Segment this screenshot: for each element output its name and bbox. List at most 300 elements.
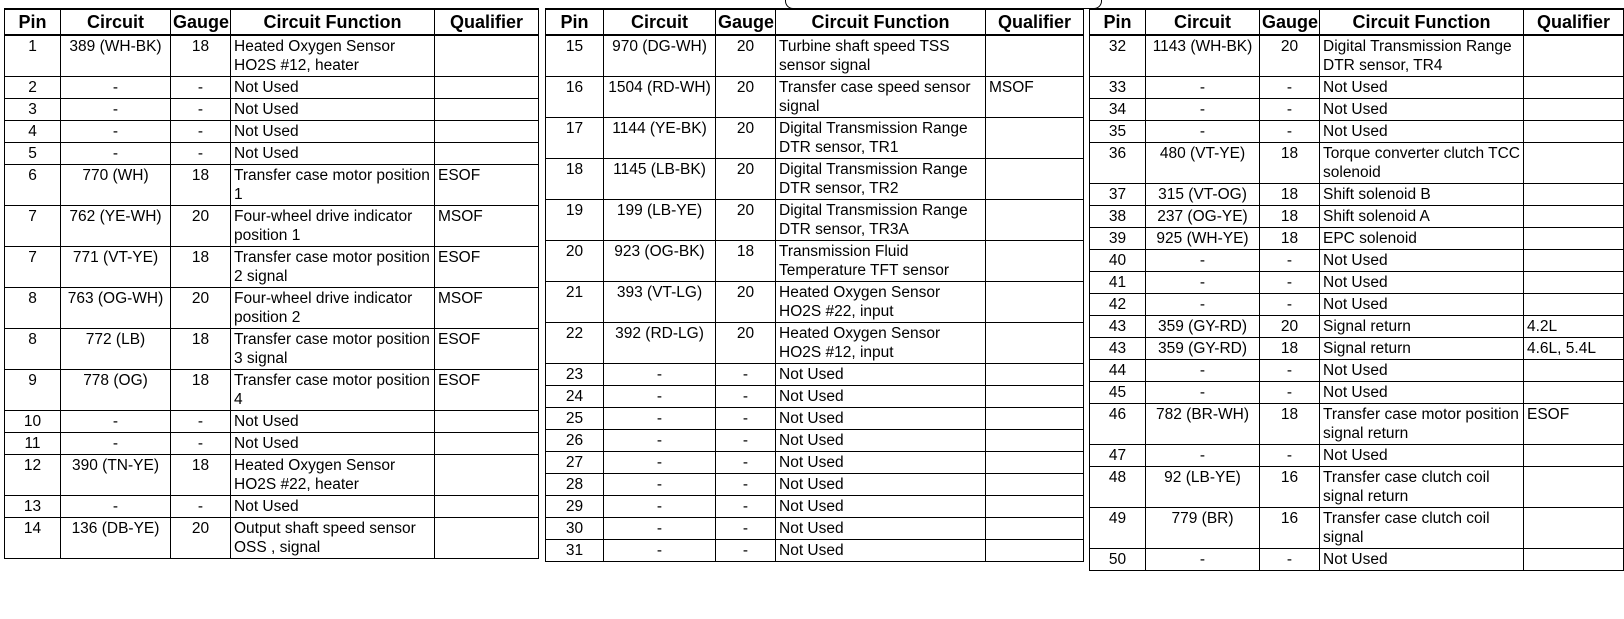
gauge-cell: 20 [716,159,776,200]
circuit-cell: 389 (WH-BK) [61,35,171,77]
table-row [1090,445,1624,467]
gauge-header: Gauge [1260,9,1320,35]
function-cell: Output shaft speed sensor OSS , signal [231,518,435,559]
table-row [1090,77,1624,99]
qualifier-cell [986,386,1084,408]
circuit-cell: - [1146,99,1260,121]
pin-cell: 32 [1090,35,1146,77]
pin-cell: 8 [5,329,61,370]
gauge-cell: 18 [716,241,776,282]
circuit-cell: - [604,452,716,474]
gauge-cell: 18 [1260,143,1320,184]
circuit-cell: - [604,430,716,452]
gauge-cell: - [716,540,776,562]
circuit-cell: 923 (OG-BK) [604,241,716,282]
circuit-cell: - [604,408,716,430]
function-cell: Not Used [231,143,435,165]
circuit-cell: - [61,77,171,99]
circuit-cell: - [61,143,171,165]
pin-cell: 3 [5,99,61,121]
function-cell: Transfer case motor position 1 [231,165,435,206]
gauge-cell: - [171,411,231,433]
function-cell: Not Used [231,433,435,455]
gauge-header: Gauge [716,9,776,35]
pin-cell: 50 [1090,549,1146,571]
gauge-cell: - [1260,272,1320,294]
function-cell: Not Used [1320,445,1524,467]
qualifier-cell [1524,77,1624,99]
function-cell: Not Used [231,99,435,121]
pin-cell: 43 [1090,338,1146,360]
qualifier-cell: MSOF [435,206,539,247]
qualifier-cell [1524,294,1624,316]
table-header-row [546,9,1084,35]
function-cell: Digital Transmission Range DTR sensor, TR4 [1320,35,1524,77]
circuit-cell: 770 (WH) [61,165,171,206]
qualifier-cell: ESOF [435,370,539,411]
gauge-cell: 20 [716,323,776,364]
circuit-cell: 925 (WH-YE) [1146,228,1260,250]
circuit-cell: 480 (VT-YE) [1146,143,1260,184]
circuit-cell: - [604,364,716,386]
table-row [1090,382,1624,404]
function-cell: Transfer case speed sensor signal [776,77,986,118]
function-cell: Transfer case clutch coil signal [1320,508,1524,549]
pin-cell: 33 [1090,77,1146,99]
qualifier-cell [435,433,539,455]
gauge-cell: 20 [716,118,776,159]
function-cell: Four-wheel drive indicator position 1 [231,206,435,247]
table-row [546,200,1084,241]
qualifier-cell [435,99,539,121]
function-cell: Not Used [1320,121,1524,143]
pin-cell: 14 [5,518,61,559]
pin-cell: 16 [546,77,604,118]
gauge-cell: 16 [1260,508,1320,549]
table-row [1090,338,1624,360]
function-cell: Not Used [231,77,435,99]
table-row [1090,143,1624,184]
function-cell: Not Used [231,496,435,518]
circuit-function-header: Circuit Function [1320,9,1524,35]
circuit-cell: 970 (DG-WH) [604,35,716,77]
pin-cell: 11 [5,433,61,455]
pin-cell: 5 [5,143,61,165]
circuit-cell: - [1146,360,1260,382]
pin-cell: 47 [1090,445,1146,467]
table-row [546,430,1084,452]
table-row [5,206,539,247]
qualifier-cell [1524,549,1624,571]
table-row [1090,316,1624,338]
circuit-cell: 778 (OG) [61,370,171,411]
table-row [5,288,539,329]
table-row [546,241,1084,282]
qualifier-cell: ESOF [435,165,539,206]
table-header-row [5,9,539,35]
table-row [546,386,1084,408]
qualifier-cell [435,121,539,143]
gauge-header: Gauge [171,9,231,35]
gauge-cell: - [716,518,776,540]
pin-cell: 26 [546,430,604,452]
circuit-function-header: Circuit Function [776,9,986,35]
gauge-cell: - [716,386,776,408]
circuit-header: Circuit [604,9,716,35]
qualifier-cell [435,411,539,433]
function-cell: Not Used [776,452,986,474]
gauge-cell: - [1260,250,1320,272]
gauge-cell: 20 [171,288,231,329]
circuit-cell: - [1146,445,1260,467]
gauge-cell: - [1260,549,1320,571]
qualifier-cell [986,35,1084,77]
table-row [5,99,539,121]
circuit-cell: 315 (VT-OG) [1146,184,1260,206]
function-cell: Not Used [1320,360,1524,382]
circuit-cell: - [1146,250,1260,272]
circuit-cell: - [604,474,716,496]
function-cell: Transmission Fluid Temperature TFT sensor [776,241,986,282]
table-row [1090,272,1624,294]
pin-cell: 36 [1090,143,1146,184]
gauge-cell: - [171,99,231,121]
function-cell: Torque converter clutch TCC solenoid [1320,143,1524,184]
table-row [1090,99,1624,121]
table-row [5,411,539,433]
function-cell: Transfer case motor position 4 [231,370,435,411]
circuit-cell: 771 (VT-YE) [61,247,171,288]
table-row [1090,206,1624,228]
pin-cell: 7 [5,247,61,288]
gauge-cell: 18 [1260,228,1320,250]
pin-cell: 35 [1090,121,1146,143]
gauge-cell: 20 [716,77,776,118]
pin-cell: 49 [1090,508,1146,549]
pin-cell: 15 [546,35,604,77]
table-row [1090,467,1624,508]
qualifier-cell: ESOF [1524,404,1624,445]
circuit-cell: 393 (VT-LG) [604,282,716,323]
table-row [5,329,539,370]
gauge-cell: 20 [716,282,776,323]
qualifier-cell [435,77,539,99]
qualifier-cell [986,518,1084,540]
table-row [5,370,539,411]
gauge-cell: - [1260,99,1320,121]
table-row [5,165,539,206]
pin-cell: 2 [5,77,61,99]
qualifier-cell [986,474,1084,496]
gauge-cell: 20 [171,206,231,247]
table-row [1090,294,1624,316]
qualifier-cell [1524,121,1624,143]
circuit-cell: 1504 (RD-WH) [604,77,716,118]
function-cell: Signal return [1320,338,1524,360]
qualifier-cell: 4.6L, 5.4L [1524,338,1624,360]
pin-cell: 43 [1090,316,1146,338]
function-cell: Not Used [1320,272,1524,294]
circuit-cell: 199 (LB-YE) [604,200,716,241]
gauge-cell: 20 [171,518,231,559]
gauge-cell: - [1260,445,1320,467]
table-row [546,474,1084,496]
pin-cell: 29 [546,496,604,518]
circuit-cell: - [1146,121,1260,143]
pin-cell: 42 [1090,294,1146,316]
circuit-cell: - [604,518,716,540]
function-cell: Not Used [231,411,435,433]
pin-cell: 44 [1090,360,1146,382]
qualifier-cell: ESOF [435,247,539,288]
circuit-cell: - [1146,77,1260,99]
gauge-cell: 18 [171,35,231,77]
gauge-cell: 18 [1260,338,1320,360]
function-cell: EPC solenoid [1320,228,1524,250]
gauge-cell: 18 [1260,206,1320,228]
table-row [1090,250,1624,272]
pin-cell: 27 [546,452,604,474]
function-cell: Not Used [776,496,986,518]
gauge-cell: - [716,496,776,518]
pin-cell: 18 [546,159,604,200]
qualifier-cell [986,200,1084,241]
table-row [546,408,1084,430]
pin-cell: 17 [546,118,604,159]
pin-cell: 37 [1090,184,1146,206]
gauge-cell: 18 [171,247,231,288]
circuit-cell: 779 (BR) [1146,508,1260,549]
pin-header: Pin [1090,9,1146,35]
pin-cell: 1 [5,35,61,77]
table-header-row [1090,9,1624,35]
pin-cell: 9 [5,370,61,411]
gauge-cell: - [716,408,776,430]
qualifier-cell [1524,250,1624,272]
function-cell: Not Used [1320,549,1524,571]
function-cell: Heated Oxygen Sensor HO2S #12, heater [231,35,435,77]
gauge-cell: 18 [171,455,231,496]
pin-cell: 45 [1090,382,1146,404]
qualifier-cell [986,323,1084,364]
table-row [546,323,1084,364]
table-row [1090,508,1624,549]
table-row [5,496,539,518]
pin-header: Pin [5,9,61,35]
circuit-cell: - [61,433,171,455]
function-cell: Shift solenoid A [1320,206,1524,228]
gauge-cell: 20 [1260,35,1320,77]
circuit-cell: 782 (BR-WH) [1146,404,1260,445]
table-row [1090,549,1624,571]
gauge-cell: 18 [171,165,231,206]
table-row [1090,360,1624,382]
table-row [546,77,1084,118]
table-row [546,452,1084,474]
pinout-table-2 [545,8,1084,562]
qualifier-cell [435,455,539,496]
circuit-header: Circuit [61,9,171,35]
function-cell: Heated Oxygen Sensor HO2S #22, input [776,282,986,323]
circuit-cell: 763 (OG-WH) [61,288,171,329]
qualifier-cell [435,143,539,165]
qualifier-cell: 4.2L [1524,316,1624,338]
pin-cell: 38 [1090,206,1146,228]
qualifier-cell [1524,143,1624,184]
pin-cell: 41 [1090,272,1146,294]
pinout-table-1 [4,8,539,559]
pin-header: Pin [546,9,604,35]
gauge-cell: 20 [1260,316,1320,338]
pin-cell: 19 [546,200,604,241]
function-cell: Signal return [1320,316,1524,338]
table-row [546,35,1084,77]
circuit-cell: 359 (GY-RD) [1146,316,1260,338]
circuit-header: Circuit [1146,9,1260,35]
gauge-cell: - [716,430,776,452]
qualifier-cell [1524,272,1624,294]
qualifier-cell [435,518,539,559]
gauge-cell: 18 [1260,184,1320,206]
qualifier-header: Qualifier [986,9,1084,35]
function-cell: Not Used [776,540,986,562]
qualifier-cell [1524,228,1624,250]
table-row [546,282,1084,323]
circuit-cell: 237 (OG-YE) [1146,206,1260,228]
table-row [5,247,539,288]
table-row [5,455,539,496]
qualifier-cell: MSOF [986,77,1084,118]
gauge-cell: - [1260,121,1320,143]
qualifier-cell [986,408,1084,430]
gauge-cell: 20 [716,35,776,77]
table-row [1090,121,1624,143]
circuit-cell: - [604,386,716,408]
function-cell: Digital Transmission Range DTR sensor, TR1 [776,118,986,159]
circuit-cell: - [61,496,171,518]
function-cell: Not Used [776,474,986,496]
table-row [546,118,1084,159]
table-row [1090,404,1624,445]
table-row [5,518,539,559]
gauge-cell: - [171,433,231,455]
qualifier-cell [986,282,1084,323]
circuit-cell: 1144 (YE-BK) [604,118,716,159]
gauge-cell: 20 [716,200,776,241]
pin-cell: 6 [5,165,61,206]
qualifier-header: Qualifier [1524,9,1624,35]
qualifier-cell [986,364,1084,386]
qualifier-cell [1524,99,1624,121]
qualifier-cell [986,496,1084,518]
circuit-cell: 359 (GY-RD) [1146,338,1260,360]
function-cell: Not Used [776,386,986,408]
qualifier-cell [986,118,1084,159]
gauge-cell: - [171,121,231,143]
gauge-cell: - [1260,382,1320,404]
function-cell: Transfer case motor position 3 signal [231,329,435,370]
pin-cell: 13 [5,496,61,518]
table-row [546,159,1084,200]
function-cell: Not Used [1320,99,1524,121]
function-cell: Not Used [1320,294,1524,316]
qualifier-header: Qualifier [435,9,539,35]
circuit-cell: - [604,540,716,562]
qualifier-cell [1524,467,1624,508]
qualifier-cell: MSOF [435,288,539,329]
circuit-cell: 772 (LB) [61,329,171,370]
gauge-cell: - [171,77,231,99]
circuit-cell: 390 (TN-YE) [61,455,171,496]
qualifier-cell [986,452,1084,474]
qualifier-cell [1524,445,1624,467]
pin-cell: 28 [546,474,604,496]
gauge-cell: - [716,474,776,496]
qualifier-cell [986,241,1084,282]
function-cell: Heated Oxygen Sensor HO2S #22, heater [231,455,435,496]
table-row [5,121,539,143]
circuit-cell: 1143 (WH-BK) [1146,35,1260,77]
gauge-cell: - [716,364,776,386]
pin-cell: 12 [5,455,61,496]
table-row [5,35,539,77]
function-cell: Turbine shaft speed TSS sensor signal [776,35,986,77]
function-cell: Not Used [1320,382,1524,404]
function-cell: Transfer case motor position signal return [1320,404,1524,445]
gauge-cell: - [171,143,231,165]
function-cell: Not Used [231,121,435,143]
table-row [546,364,1084,386]
function-cell: Not Used [776,364,986,386]
circuit-cell: - [61,99,171,121]
pin-cell: 30 [546,518,604,540]
circuit-cell: 136 (DB-YE) [61,518,171,559]
circuit-cell: - [61,411,171,433]
circuit-cell: - [1146,549,1260,571]
function-cell: Four-wheel drive indicator position 2 [231,288,435,329]
function-cell: Transfer case clutch coil signal return [1320,467,1524,508]
circuit-cell: 1145 (LB-BK) [604,159,716,200]
table-row [546,518,1084,540]
function-cell: Heated Oxygen Sensor HO2S #12, input [776,323,986,364]
function-cell: Not Used [1320,250,1524,272]
qualifier-cell [986,540,1084,562]
pin-cell: 25 [546,408,604,430]
function-cell: Transfer case motor position 2 signal [231,247,435,288]
table-row [5,77,539,99]
qualifier-cell [1524,508,1624,549]
pin-cell: 31 [546,540,604,562]
table-row [546,540,1084,562]
gauge-cell: 18 [171,329,231,370]
pinout-table-3 [1089,8,1624,571]
function-cell: Shift solenoid B [1320,184,1524,206]
function-cell: Not Used [776,518,986,540]
function-cell: Digital Transmission Range DTR sensor, TR2 [776,159,986,200]
pin-cell: 23 [546,364,604,386]
gauge-cell: - [1260,77,1320,99]
circuit-cell: - [1146,294,1260,316]
qualifier-cell [1524,35,1624,77]
qualifier-cell: ESOF [435,329,539,370]
pin-cell: 34 [1090,99,1146,121]
table-row [5,433,539,455]
qualifier-cell [435,35,539,77]
gauge-cell: - [171,496,231,518]
pin-cell: 21 [546,282,604,323]
qualifier-cell [986,159,1084,200]
gauge-cell: 18 [1260,404,1320,445]
